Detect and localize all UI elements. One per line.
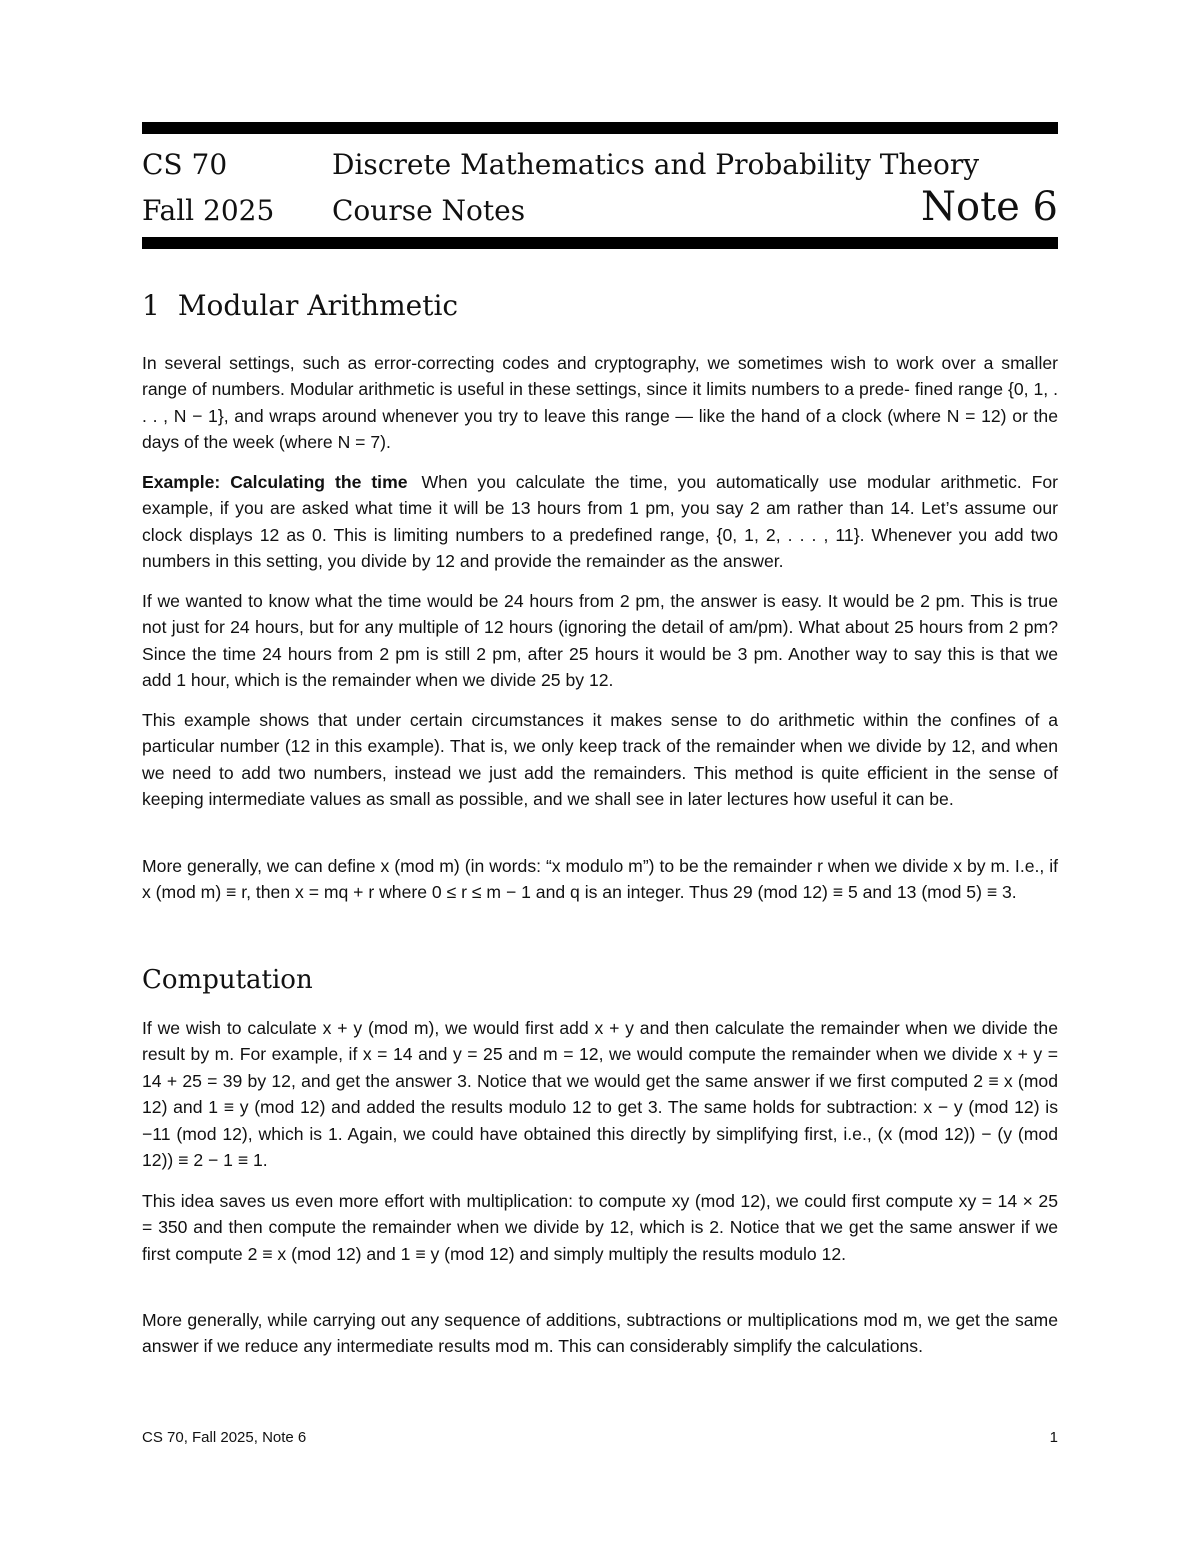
confines-paragraph: This example shows that under certain circumstances it makes sense to do arithmetic within the confines of a particular number (12 in this example). That is, we only keep track of the remainder when we divide by 12, and when we need to add two numbers, instead we just add the remainders. This method is quite efficient in the sense of keeping intermediate values as small as possible, and we shall see in later lectures how useful it can be. (142, 710, 1058, 810)
example-paragraph (142, 469, 1058, 575)
multiplication-paragraph: This idea saves us even more effort with multiplication: to compute xy (mod 12), we could first compute xy = 14 × 25 = 350 and then compute the remainder when we divide by 12, which is 2. Notice that we get the same answer if we first compute 2 ≡ x (mod 12) and 1 ≡ y (mod 12) and simply multiply the results modulo 12. (142, 1191, 1058, 1264)
addition-paragraph: If we wish to calculate x + y (mod m), we would first add x + y and then calculate the remainder when we divide the result by m. For example, if x = 14 and y = 25 and m = 12, we would compute the remainder when we divide x + y = 14 + 25 = 39 by 12, and get the answer 3. Notice that we would get the same answer if we first computed 2 ≡ x (mod 12) and 1 ≡ y (mod 12) and added the results modulo 12 to get 3. The same holds for subtraction: x − y (mod 12) is −11 (mod 12), which is 1. Again, we could have obtained this directly by simplifying first, i.e., (x (mod 12)) − (y (mod 12)) ≡ 2 − 1 ≡ 1. (142, 1018, 1058, 1171)
example-body: When you calculate the time, you automatically use modular arithmetic. For example, if you are asked what time it will be 13 hours from 1 pm, you say 2 am rather than 14. Let’s assume our clock displays 12 as 0. This is limiting numbers to a predefined range, {0, 1, 2, . . . , 11}. Whenever you add two numbers in this setting, you divide by 12 and provide the remainder as the answer. (142, 472, 1058, 572)
hours-paragraph: If we wanted to know what the time would be 24 hours from 2 pm, the answer is easy. It would be 2 pm. This is true not just for 24 hours, but for any multiple of 12 hours (ignoring the detail of am/pm). What about 25 hours from 2 pm? Since the time 24 hours from 2 pm is still 2 pm, after 25 hours it would be 3 pm. Another way to say this is that we add 1 hour, which is the remainder when we divide 25 by 12. (142, 591, 1058, 691)
note-label: Note 6 (921, 184, 1058, 230)
document-type: Course Notes (332, 194, 526, 227)
header-top-rule (142, 122, 1058, 134)
section-heading (142, 289, 458, 322)
definition-paragraph: More generally, we can define x (mod m) (in words: “x modulo m”) to be the remainder r when we divide x by m. I.e., if x (mod m) ≡ r, then x = mq + r where 0 ≤ r ≤ m − 1 and q is an integer. Thus 29 (mod 12) ≡ 5 and 13 (mod 5) ≡ 3. (142, 856, 1058, 903)
section-number: 1 (142, 289, 160, 322)
course-term: Fall 2025 (142, 194, 275, 227)
course-code: CS 70 (142, 148, 228, 181)
subsection-heading: Computation (142, 965, 313, 995)
general-paragraph: More generally, while carrying out any sequence of additions, subtractions or multiplications mod m, we get the same answer if we reduce any intermediate results mod m. This can considerably simplify the calculations. (142, 1310, 1058, 1357)
course-subject: Discrete Mathematics and Probability Theory (332, 148, 980, 181)
page-number: 1 (1049, 1429, 1058, 1446)
intro-paragraph: In several settings, such as error-correcting codes and cryptography, we sometimes wish to work over a smaller range of numbers. Modular arithmetic is useful in these settings, since it limits numbers to a prede- fined range {0, 1, . . . , N − 1}, and wraps around whenever you try to leave this range — like the hand of a clock (where N = 12) or the days of the week (where N = 7). (142, 353, 1058, 453)
header-bottom-rule (142, 237, 1058, 249)
footer-label: CS 70, Fall 2025, Note 6 (142, 1429, 307, 1446)
section-title: Modular Arithmetic (177, 289, 459, 322)
example-heading: Example: Calculating the time (142, 472, 408, 492)
